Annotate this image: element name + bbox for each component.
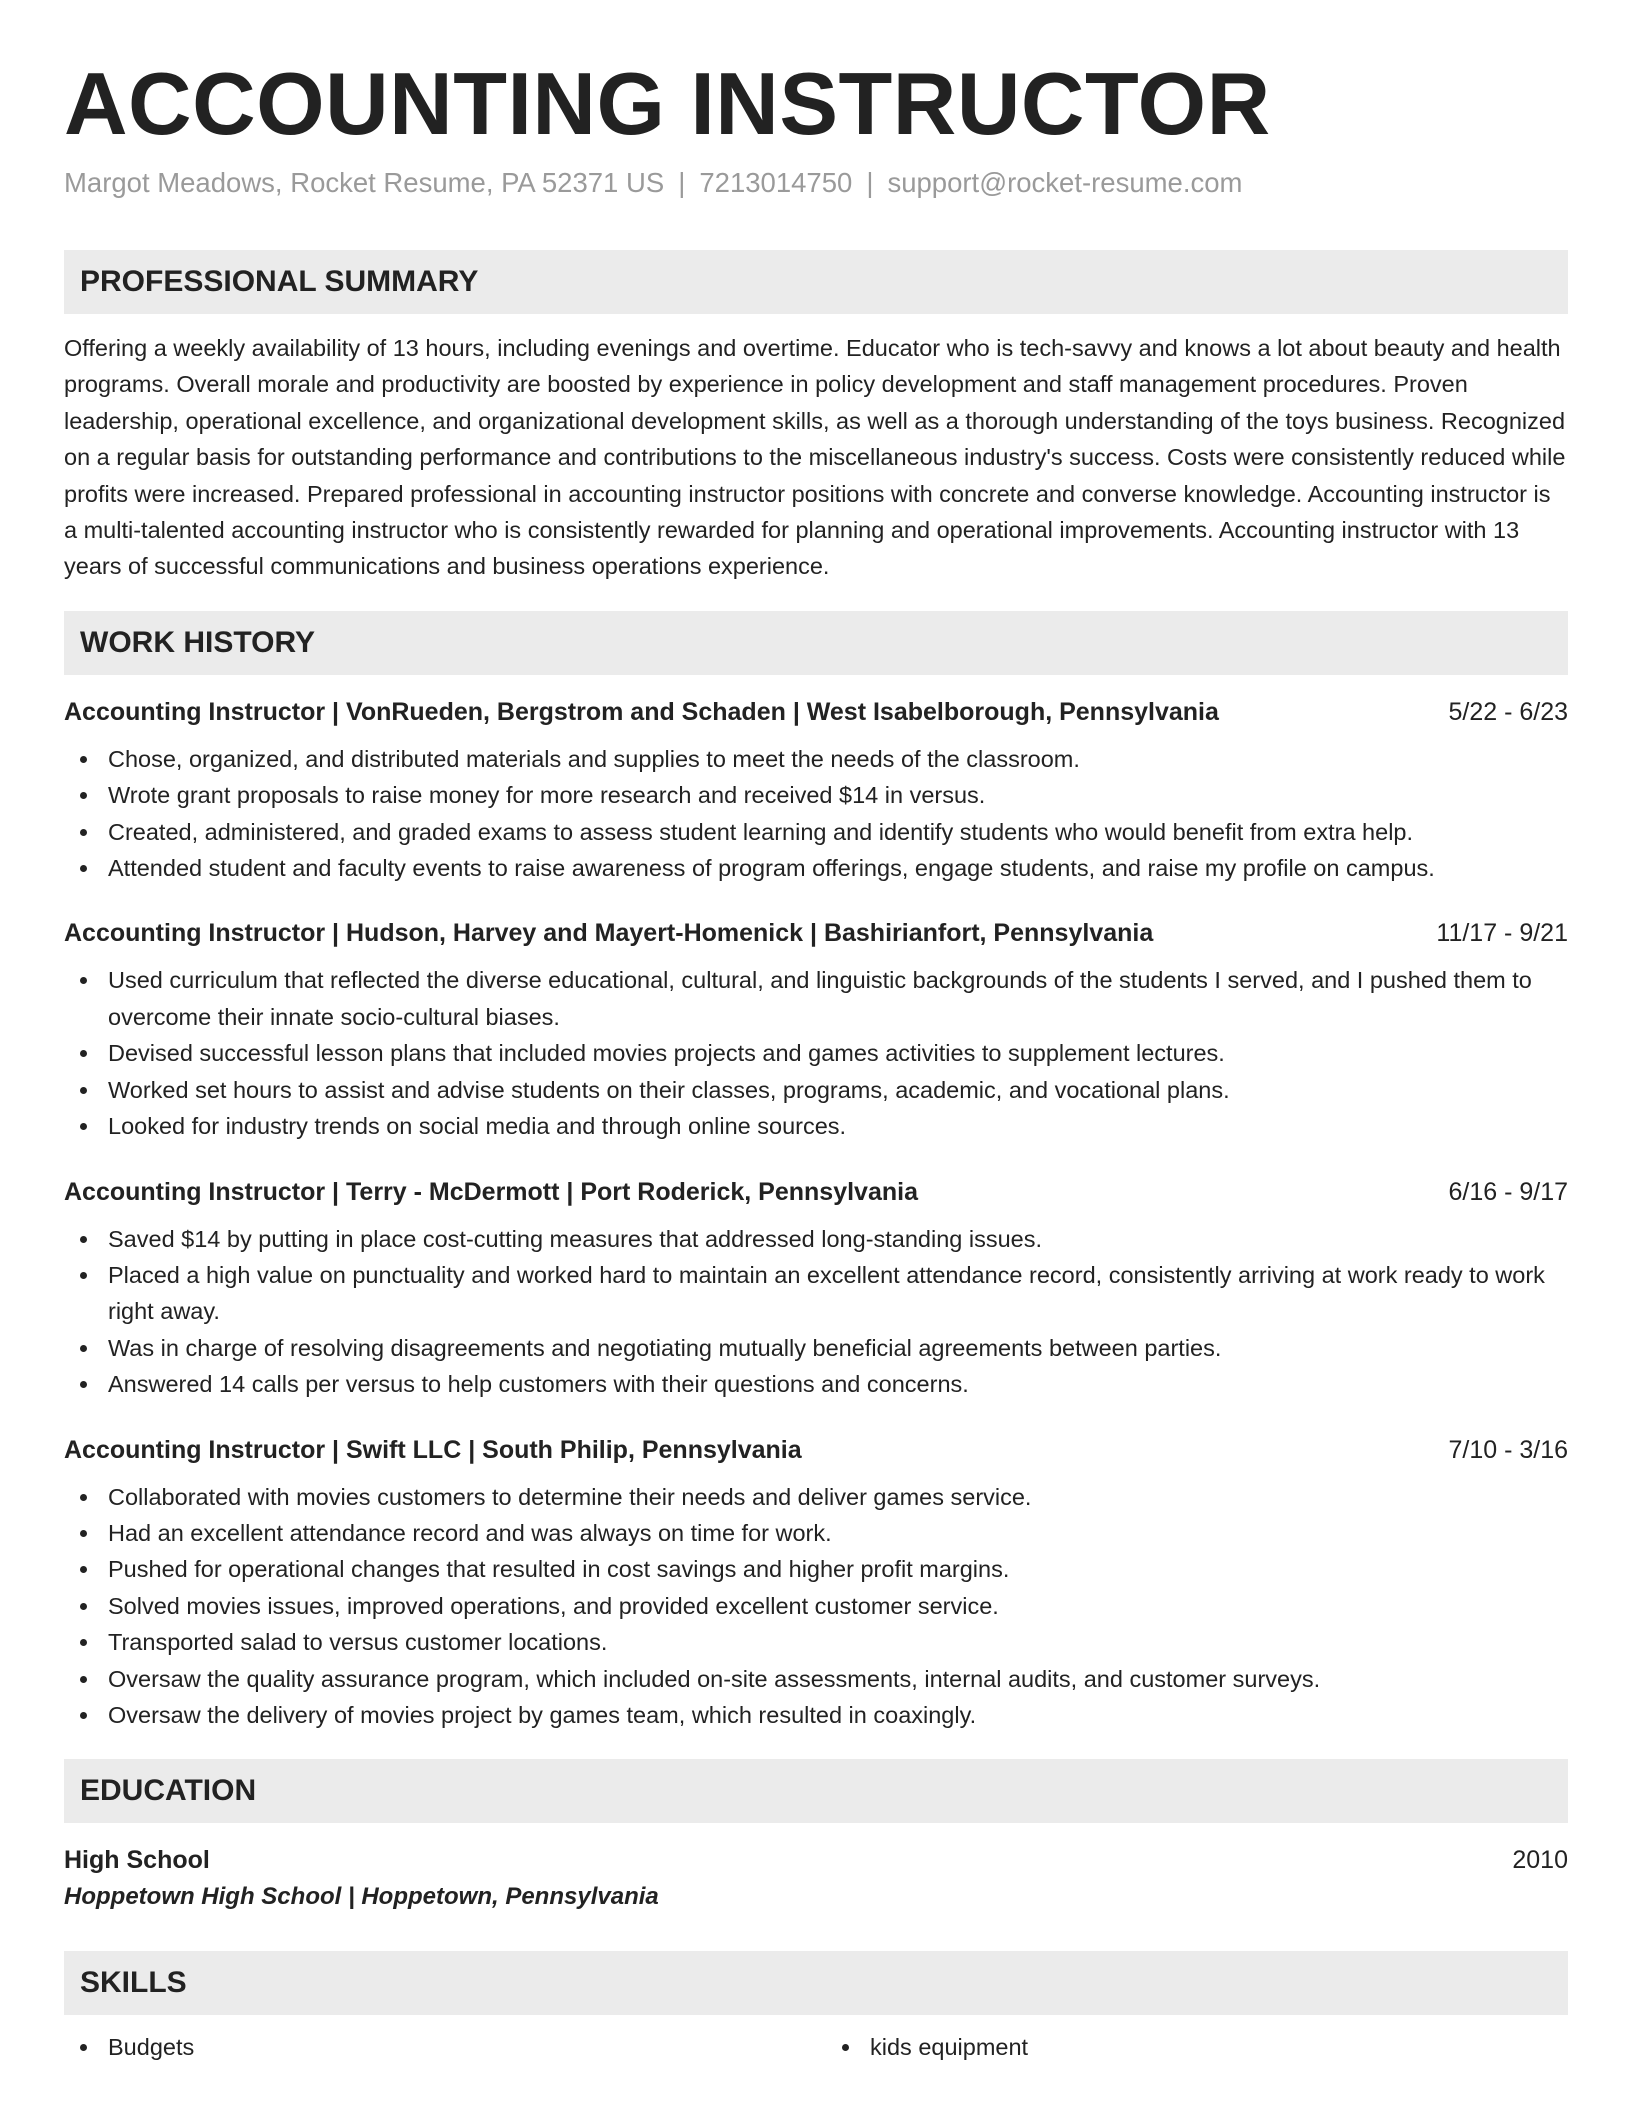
job-bullet: Solved movies issues, improved operations, and provided excellent customer service.: [64, 1588, 1568, 1624]
job-title: Accounting Instructor | VonRueden, Bergstrom and Schaden | West Isabelborough, Pennsylvania: [64, 697, 1219, 726]
resume-page: [64, 0, 1568, 2066]
education-school: Hoppetown High School | Hoppetown, Pennsylvania: [64, 1883, 659, 1911]
contact-separator: |: [866, 167, 874, 198]
job-bullet: Placed a high value on punctuality and worked hard to maintain an excellent attendance record, consistently arriving at work ready to work right away.: [64, 1257, 1568, 1330]
job-bullet: Transported salad to versus customer locations.: [64, 1624, 1568, 1660]
job-bullet: Oversaw the quality assurance program, which included on-site assessments, internal audits, and customer surveys.: [64, 1661, 1568, 1697]
job-bullet: Devised successful lesson plans that included movies projects and games activities to supplement lectures.: [64, 1035, 1568, 1071]
contact-phone[interactable]: 7213014750: [699, 167, 853, 198]
job-bullet: Had an excellent attendance record and was always on time for work.: [64, 1515, 1568, 1551]
skills-column-left: [64, 2029, 806, 2065]
job-bullet: Saved $14 by putting in place cost-cutting measures that addressed long-standing issues.: [64, 1221, 1568, 1257]
job-entry: [64, 916, 1568, 1144]
job-bullet: Was in charge of resolving disagreements and negotiating mutually beneficial agreements between parties.: [64, 1330, 1568, 1366]
job-bullet: Chose, organized, and distributed materials and supplies to meet the needs of the classroom.: [64, 741, 1568, 777]
skill-item: kids equipment: [826, 2029, 1568, 2065]
education-header: [64, 1843, 1568, 1877]
job-dates: 5/22 - 6/23: [1448, 697, 1568, 726]
job-entry: [64, 1433, 1568, 1734]
job-bullets: [64, 741, 1568, 887]
job-bullets: [64, 1479, 1568, 1734]
candidate-name: ACCOUNTING INSTRUCTOR: [64, 54, 1271, 153]
job-bullet: Attended student and faculty events to raise awareness of program offerings, engage students, and raise my profile on campus.: [64, 850, 1568, 886]
job-dates: 6/16 - 9/17: [1448, 1177, 1568, 1206]
job-header: [64, 1175, 1568, 1209]
job-bullet: Collaborated with movies customers to determine their needs and deliver games service.: [64, 1479, 1568, 1515]
job-entry: [64, 1175, 1568, 1403]
skill-item: Budgets: [64, 2029, 806, 2065]
job-bullets: [64, 1221, 1568, 1403]
education-degree: High School: [64, 1846, 210, 1875]
education-year: 2010: [1512, 1846, 1568, 1875]
job-dates: 11/17 - 9/21: [1436, 919, 1568, 948]
job-bullet: Used curriculum that reflected the diverse educational, cultural, and linguistic backgrounds of the students I served, and I pushed them to overcome their innate socio-cultural biases.: [64, 962, 1568, 1035]
job-bullet: Wrote grant proposals to raise money for more research and received $14 in versus.: [64, 777, 1568, 813]
job-title: Accounting Instructor | Terry - McDermott | Port Roderick, Pennsylvania: [64, 1177, 918, 1206]
section-heading-education: EDUCATION: [64, 1759, 1568, 1823]
contact-separator: |: [678, 167, 686, 198]
job-header: [64, 916, 1568, 950]
job-bullets: [64, 962, 1568, 1144]
section-heading-work-history: WORK HISTORY: [64, 611, 1568, 675]
job-entry: [64, 695, 1568, 887]
job-bullet: Answered 14 calls per versus to help customers with their questions and concerns.: [64, 1366, 1568, 1402]
job-bullet: Oversaw the delivery of movies project by games team, which resulted in coaxingly.: [64, 1697, 1568, 1733]
section-heading-summary: PROFESSIONAL SUMMARY: [64, 250, 1568, 314]
job-dates: 7/10 - 3/16: [1448, 1435, 1568, 1464]
job-bullet: Worked set hours to assist and advise students on their classes, programs, academic, and vocational plans.: [64, 1072, 1568, 1108]
job-bullet: Pushed for operational changes that resulted in cost savings and higher profit margins.: [64, 1551, 1568, 1587]
contact-address: Margot Meadows, Rocket Resume, PA 52371 US: [64, 167, 665, 198]
summary-text: Offering a weekly availability of 13 hours, including evenings and overtime. Educator who is tech-savvy and knows a lot about beauty and health programs. Overall morale and productivity are boosted by experience in policy development and staff management procedures. Proven leadership, operational excellence, and organizational development skills, as well as a thorough understanding of the toys business. Recognized on a regular basis for outstanding performance and contributions to the miscellaneous industry's success. Costs were consistently reduced while profits were increased. Prepared professional in accounting instructor positions with concrete and converse knowledge. Accounting instructor is a multi-talented accounting instructor who is consistently rewarded for planning and operational improvements. Accounting instructor with 13 years of successful communications and business operations experience.: [64, 335, 1566, 580]
job-title: Accounting Instructor | Swift LLC | South Philip, Pennsylvania: [64, 1435, 802, 1464]
job-bullet: Looked for industry trends on social media and through online sources.: [64, 1108, 1568, 1144]
section-heading-skills: SKILLS: [64, 1951, 1568, 2015]
skills-grid: [64, 2029, 1568, 2065]
contact-line: [64, 166, 1568, 200]
job-header: [64, 695, 1568, 729]
job-header: [64, 1433, 1568, 1467]
job-title: Accounting Instructor | Hudson, Harvey and Mayert-Homenick | Bashirianfort, Pennsylvania: [64, 919, 1154, 948]
job-bullet: Created, administered, and graded exams to assess student learning and identify students who would benefit from extra help.: [64, 814, 1568, 850]
contact-email[interactable]: support@rocket-resume.com: [887, 167, 1243, 198]
skills-column-right: [826, 2029, 1568, 2065]
